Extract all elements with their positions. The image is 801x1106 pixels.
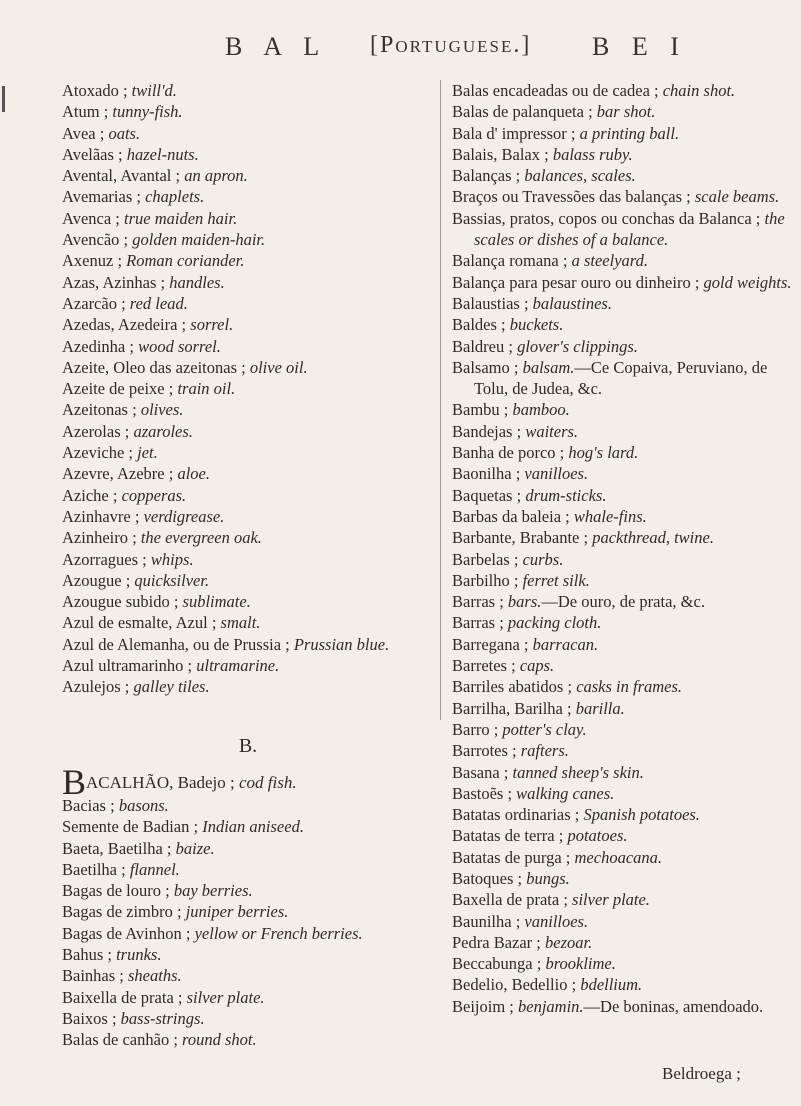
entry-portuguese: Barrotes ; [452,741,521,761]
dictionary-entry [452,847,797,868]
entry-portuguese: Barbilho ; [452,570,523,590]
entry-portuguese: Balaustias ; [452,293,533,313]
entry-english: jet. [137,443,158,463]
entry-english: balsam. [522,357,575,377]
dictionary-entry [452,208,797,251]
dictionary-entry [62,1029,434,1050]
entry-english: bars. [507,592,542,612]
entry-portuguese: Avencão ; [62,230,133,250]
dictionary-entry [452,698,797,719]
entry-portuguese: Baixos ; [62,1008,121,1028]
dictionary-entry [452,336,797,357]
entry-english: casks in frames. [576,677,683,697]
entry-english: drum-sticks. [525,485,607,505]
dictionary-entry [62,272,434,293]
entry-portuguese: Barregana ; [452,634,533,654]
dictionary-entry [62,463,434,484]
entry-english: balances, scales. [524,166,636,186]
entry-portuguese: Balança romana ; [452,251,572,271]
entry-english: juniper berries. [185,902,289,922]
dictionary-entry [452,889,797,910]
section-letter: B. [238,734,258,757]
entry-english: bamboo. [512,400,570,420]
entry-portuguese: Baquetas ; [452,485,526,505]
entry-english: olives. [140,400,184,420]
entry-english: glover's clippings. [517,336,638,356]
entry-portuguese: Batatas de purga ; [452,847,575,867]
dictionary-entry [62,676,434,697]
entry-note: —Ce Copaiva, Peruviano, de Tolu, de Judea, &c. [474,357,768,399]
dropcap-entry [62,761,434,802]
entry-english: whips. [150,549,194,569]
entry-portuguese: Batatas de terra ; [452,826,568,846]
dictionary-entry [452,186,797,207]
dictionary-entry [452,314,797,335]
entry-portuguese: Azas, Azinhas ; [62,272,170,292]
dictionary-entry [452,719,797,740]
dictionary-entry [452,932,797,953]
entry-english: yellow or French berries. [194,923,363,943]
entry-english: olive oil. [249,357,308,377]
entry-english: bdellium. [580,975,643,995]
entry-portuguese: Azedas, Azedeira ; [62,315,191,335]
entry-english: whale-fins. [573,506,647,526]
entry-english: packing cloth. [507,613,602,633]
header-center [370,32,531,59]
entry-portuguese: Baldreu ; [452,336,518,356]
entry-portuguese: Avenca ; [62,208,124,228]
dictionary-entry [62,965,434,986]
entry-english: Indian aniseed. [202,817,304,837]
entry-english: caps. [519,656,555,676]
dictionary-entry [62,634,434,655]
dictionary-entry [452,421,797,442]
entry-portuguese: Bastoẽs ; [452,783,517,803]
entry-portuguese: Azougue subido ; [62,592,183,612]
dictionary-entry [62,570,434,591]
dictionary-entry [62,838,434,859]
entry-portuguese: Azorragues ; [62,549,151,569]
entry-english: chaplets. [145,187,205,207]
entry-english: sublimate. [182,592,251,612]
dropcap-en: cod fish. [239,772,297,792]
dictionary-entry [62,144,434,165]
entry-portuguese: Barbelas ; [452,549,523,569]
dictionary-entry [62,208,434,229]
entry-english: baize. [175,838,215,858]
entry-english: potatoes. [567,826,628,846]
entry-portuguese: Batoques ; [452,868,527,888]
dictionary-entry [62,101,434,122]
entry-english: the scales or dishes of a balance. [474,208,785,250]
header-right: B E I [592,32,687,61]
entry-portuguese: Barretes ; [452,656,520,676]
header-center-rest: ortuguese [395,32,514,58]
dropcap-pt: ACALHÃO, Badejo ; [86,772,239,792]
dictionary-entry [62,123,434,144]
entry-note: —De boninas, amendoado. [583,996,764,1016]
entry-portuguese: Balanças ; [452,166,525,186]
dictionary-entry [452,442,797,463]
entry-english: bass-strings. [120,1008,205,1028]
entry-portuguese: Barbas da baleia ; [452,506,574,526]
dictionary-entry [62,880,434,901]
entry-portuguese: Baunilha ; [452,911,525,931]
entry-english: galley tiles. [133,677,210,697]
entry-english: train oil. [177,379,236,399]
entry-english: balaustines. [532,293,612,313]
entry-english: vanilloes. [524,911,589,931]
dictionary-entry [452,506,797,527]
dictionary-entry [452,144,797,165]
entry-portuguese: Azinhavre ; [62,506,144,526]
dictionary-entry [62,165,434,186]
entry-english: sorrel. [190,315,234,335]
entry-english: trunks. [116,944,162,964]
dictionary-entry [62,923,434,944]
entry-english: gold weights. [703,272,792,292]
dictionary-entry [452,634,797,655]
dictionary-entry [62,357,434,378]
dictionary-entry [62,591,434,612]
entry-portuguese: Atum ; [62,102,113,122]
entry-portuguese: Azougue ; [62,570,135,590]
dictionary-entry [62,527,434,548]
entry-english: bar shot. [596,102,656,122]
entry-portuguese: Baldes ; [452,315,510,335]
header-bracket-close: .] [513,32,532,58]
entry-english: balass ruby. [552,144,633,164]
entry-portuguese: Banha de porco ; [452,443,569,463]
entry-portuguese: Baetilha ; [62,859,130,879]
dictionary-entry [62,186,434,207]
running-head [0,32,801,68]
dictionary-entry [62,378,434,399]
dictionary-entry [452,953,797,974]
entry-portuguese: Barriles abatidos ; [452,677,577,697]
right-column [452,80,797,1017]
entry-portuguese: Basana ; [452,762,513,782]
entry-english: brooklime. [545,954,616,974]
entry-english: oats. [108,123,141,143]
entry-english: smalt. [220,613,261,633]
dictionary-entry [452,357,797,400]
dictionary-entry [452,399,797,420]
entry-portuguese: Baeta, Baetilha ; [62,838,176,858]
entry-english: true maiden hair. [124,208,238,228]
entry-english: buckets. [509,315,564,335]
entry-english: copperas. [121,485,187,505]
dictionary-entry [452,293,797,314]
dictionary-entry [452,825,797,846]
dictionary-entry [62,485,434,506]
entry-portuguese: Batatas ordinarias ; [452,805,584,825]
dictionary-entry [452,570,797,591]
entry-english: basons. [118,795,169,815]
entry-english: handles. [169,272,225,292]
entry-portuguese: Azarcão ; [62,293,130,313]
entry-english: a printing ball. [579,123,680,143]
entry-portuguese: Azedinha ; [62,336,139,356]
entry-portuguese: Azinheiro ; [62,528,141,548]
dictionary-entry [452,80,797,101]
left-entries-b [62,795,434,1051]
entry-portuguese: Avelãas ; [62,144,127,164]
entry-english: bungs. [526,868,570,888]
entry-portuguese: Bambu ; [452,400,513,420]
dictionary-entry [452,485,797,506]
entry-english: tanned sheep's skin. [512,762,644,782]
entry-english: an apron. [184,166,248,186]
dictionary-entry [62,442,434,463]
entry-portuguese: Azeviche ; [62,443,138,463]
dictionary-entry [452,463,797,484]
entry-portuguese: Bagas de Avinhon ; [62,923,195,943]
entry-english: sheaths. [128,966,182,986]
entry-portuguese: Balas de canhão ; [62,1030,183,1050]
entry-portuguese: Balsamo ; [452,357,523,377]
entry-english: walking canes. [516,783,615,803]
entry-portuguese: Azeitonas ; [62,400,141,420]
entry-portuguese: Balais, Balax ; [452,144,553,164]
dropcap-letter: B [62,761,87,802]
entry-english: quicksilver. [134,570,210,590]
dictionary-entry [452,783,797,804]
entry-portuguese: Bedelio, Bedellio ; [452,975,581,995]
entry-english: the evergreen oak. [140,528,262,548]
entry-english: flannel. [129,859,180,879]
entry-portuguese: Semente de Badian ; [62,817,203,837]
entry-english: Spanish potatoes. [583,805,700,825]
entry-portuguese: Azevre, Azebre ; [62,464,178,484]
entry-english: rafters. [520,741,569,761]
entry-portuguese: Braços ou Travessões das balanças ; [452,187,695,207]
header-bracket-open: [ [370,32,380,58]
entry-portuguese: Barras ; [452,613,508,633]
entry-english: waiters. [525,421,579,441]
entry-english: benjamin. [518,996,584,1016]
entry-portuguese: Baixella de prata ; [62,987,187,1007]
dictionary-entry [62,399,434,420]
entry-portuguese: Balança para pesar ouro ou dinheiro ; [452,272,704,292]
entry-english: golden maiden-hair. [132,230,266,250]
entry-english: silver plate. [186,987,265,1007]
dictionary-entry [62,549,434,570]
entry-portuguese: Azul ultramarinho ; [62,656,197,676]
dictionary-entry [452,868,797,889]
dictionary-entry [452,740,797,761]
dictionary-entry [62,314,434,335]
dictionary-entry [62,1008,434,1029]
entry-portuguese: Bala d' impressor ; [452,123,580,143]
dictionary-entry [62,421,434,442]
dictionary-entry [452,804,797,825]
entry-portuguese: Azul de esmalte, Azul ; [62,613,221,633]
entry-english: barracan. [532,634,599,654]
entry-english: aloe. [177,464,210,484]
entry-portuguese: Bagas de louro ; [62,881,174,901]
left-entries-a [62,80,434,698]
entry-english: Prussian blue. [293,634,390,654]
entry-portuguese: Axenuz ; [62,251,127,271]
entry-english: tunny-fish. [112,102,183,122]
entry-english: chain shot. [662,81,736,100]
dictionary-entry [62,987,434,1008]
dictionary-entry [452,549,797,570]
entry-portuguese: Bandejas ; [452,421,526,441]
entry-portuguese: Bagas de zimbro ; [62,902,186,922]
entry-note: —De ouro, de prata, &c. [541,592,705,612]
entry-english: scale beams. [694,187,780,207]
dictionary-entry [62,944,434,965]
dictionary-entry [62,655,434,676]
entry-english: twill'd. [131,81,177,100]
entry-english: bezoar. [545,932,593,952]
dictionary-entry [62,612,434,633]
entry-portuguese: Avea ; [62,123,109,143]
entry-portuguese: Atoxado ; [62,81,132,100]
dictionary-entry [452,250,797,271]
entry-english: packthread, twine. [592,528,714,548]
header-center-first: P [380,32,396,58]
left-column [62,80,434,1050]
entry-english: ultramarine. [196,656,280,676]
entry-english: hazel-nuts. [126,144,199,164]
dictionary-entry [452,612,797,633]
dictionary-entry [62,229,434,250]
dictionary-entry [62,795,434,816]
dictionary-entry [452,676,797,697]
dictionary-entry [452,655,797,676]
dictionary-entry [62,901,434,922]
margin-mark [2,86,5,112]
entry-english: azaroles. [133,421,193,441]
dictionary-entry [452,974,797,995]
entry-portuguese: Azeite, Oleo das azeitonas ; [62,357,250,377]
entry-portuguese: Balas encadeadas ou de cadea ; [452,81,663,100]
entry-portuguese: Barbante, Brabante ; [452,528,593,548]
entry-portuguese: Balas de palanqueta ; [452,102,597,122]
entry-portuguese: Bassias, pratos, copos ou conchas da Balanca ; [452,208,765,228]
column-divider [440,80,441,720]
dictionary-entry [62,506,434,527]
dictionary-entry [452,762,797,783]
entry-english: verdigrease. [143,506,225,526]
dictionary-entry [62,859,434,880]
entry-portuguese: Avental, Avantal ; [62,166,185,186]
entry-english: silver plate. [572,890,650,910]
dictionary-entry [452,272,797,293]
entry-english: curbs. [522,549,564,569]
dictionary-entry [62,816,434,837]
entry-english: red lead. [129,293,188,313]
entry-portuguese: Barro ; [452,719,503,739]
entry-english: a steelyard. [571,251,648,271]
entry-english: barilla. [575,698,625,718]
entry-portuguese: Beijoim ; [452,996,518,1016]
entry-portuguese: Bahus ; [62,944,117,964]
entry-english: mechoacana. [574,847,663,867]
dictionary-entry [452,996,797,1017]
entry-english: ferret silk. [522,570,590,590]
entry-portuguese: Barras ; [452,592,508,612]
entry-english: wood sorrel. [138,336,221,356]
entry-english: bay berries. [173,881,253,901]
header-left: B A L [225,32,328,61]
entry-english: round shot. [182,1030,257,1050]
dictionary-entry [452,591,797,612]
entry-english: potter's clay. [502,719,587,739]
dictionary-entry [452,101,797,122]
entry-portuguese: Azulejos ; [62,677,134,697]
dictionary-entry [62,293,434,314]
entry-portuguese: Bainhas ; [62,966,128,986]
entry-english: Roman coriander. [126,251,245,271]
entry-portuguese: Aziche ; [62,485,122,505]
right-entries [452,80,797,1017]
entry-portuguese: Azerolas ; [62,421,134,441]
dictionary-entry [62,336,434,357]
dictionary-entry [62,80,434,101]
entry-english: hog's lard. [568,443,639,463]
dictionary-entry [452,911,797,932]
dictionary-entry [452,165,797,186]
entry-portuguese: Beccabunga ; [452,954,546,974]
entry-portuguese: Azul de Alemanha, ou de Prussia ; [62,634,294,654]
dictionary-entry [62,250,434,271]
entry-portuguese: Baxella de prata ; [452,890,573,910]
entry-portuguese: Bacias ; [62,795,119,815]
dictionary-entry [452,527,797,548]
catchword: Beldroega ; [662,1064,741,1083]
entry-portuguese: Pedra Bazar ; [452,932,545,952]
entry-portuguese: Baonilha ; [452,464,525,484]
entry-portuguese: Barrilha, Barilha ; [452,698,576,718]
dictionary-entry [452,123,797,144]
entry-portuguese: Azeite de peixe ; [62,379,178,399]
entry-portuguese: Avemarias ; [62,187,146,207]
entry-english: vanilloes. [524,464,589,484]
